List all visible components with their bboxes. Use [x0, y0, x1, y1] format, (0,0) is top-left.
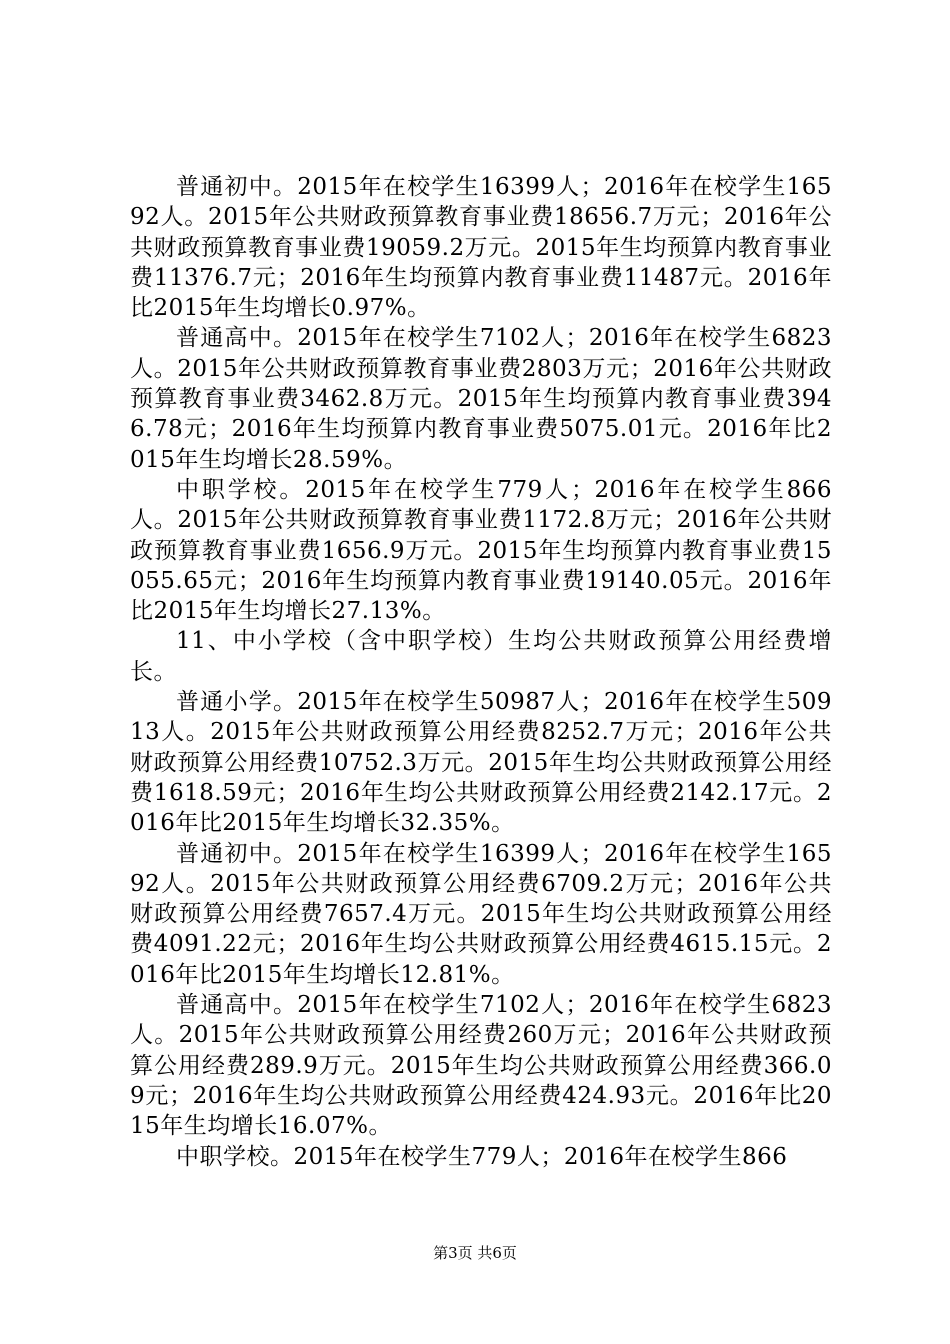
document-body [130, 172, 832, 1172]
paragraph-junior-high-education-fee: 普通初中。2015年在校学生16399人；2016年在校学生16592人。2015年公共财政预算教育事业费18656.7万元；2016年公共财政预算教育事业费19059.2万元。2015年生均预算内教育事业费11376.7元；2016年生均预算内教育事业费11487元。2016年比2015年生均增长0.97%。 [130, 174, 832, 322]
paragraph-vocational-education-fee: 中职学校。2015年在校学生779人；2016年在校学生866人。2015年公共财政预算教育事业费1172.8万元；2016年公共财政预算教育事业费1656.9万元。2015年生均预算内教育事业费15055.65元；2016年生均预算内教育事业费19140.05元。2016年比2015年生均增长27.13%。 [130, 476, 832, 625]
section-heading-public-funds: 11、中小学校（含中职学校）生均公共财政预算公用经费增长。 [130, 628, 832, 685]
paragraph-senior-high-public-funds: 普通高中。2015年在校学生7102人；2016年在校学生6823人。2015年公共财政预算公用经费260万元；2016年公共财政预算公用经费289.9万元。2015年生均公共财政预算公用经费366.09元；2016年生均公共财政预算公用经费424.93元。2016年比2015年生均增长16.07%。 [130, 992, 832, 1140]
paragraph-junior-high-public-funds: 普通初中。2015年在校学生16399人；2016年在校学生16592人。2015年公共财政预算公用经费6709.2万元；2016年公共财政预算公用经费7657.4万元。2015年生均公共财政预算公用经费4091.22元；2016年生均公共财政预算公用经费4615.15元。2016年比2015年生均增长12.81%。 [130, 840, 832, 988]
paragraph-primary-public-funds: 普通小学。2015年在校学生50987人；2016年在校学生50913人。2015年公共财政预算公用经费8252.7万元；2016年公共财政预算公用经费10752.3万元。2015年生均公共财政预算公用经费1618.59元；2016年生均公共财政预算公用经费2142.17元。2016年比2015年生均增长32.35%。 [130, 689, 832, 837]
page-number-footer: 第3页 共6页 [433, 1244, 517, 1262]
paragraph-vocational-public-funds: 中职学校。2015年在校学生779人；2016年在校学生866 [176, 1143, 788, 1170]
paragraph-senior-high-education-fee: 普通高中。2015年在校学生7102人；2016年在校学生6823人。2015年公共财政预算教育事业费2803万元；2016年公共财政预算教育事业费3462.8万元。2015年生均预算内教育事业费3946.78元；2016年生均预算内教育事业费5075.01元。2016年比2015年生均增长28.59%。 [130, 325, 832, 473]
